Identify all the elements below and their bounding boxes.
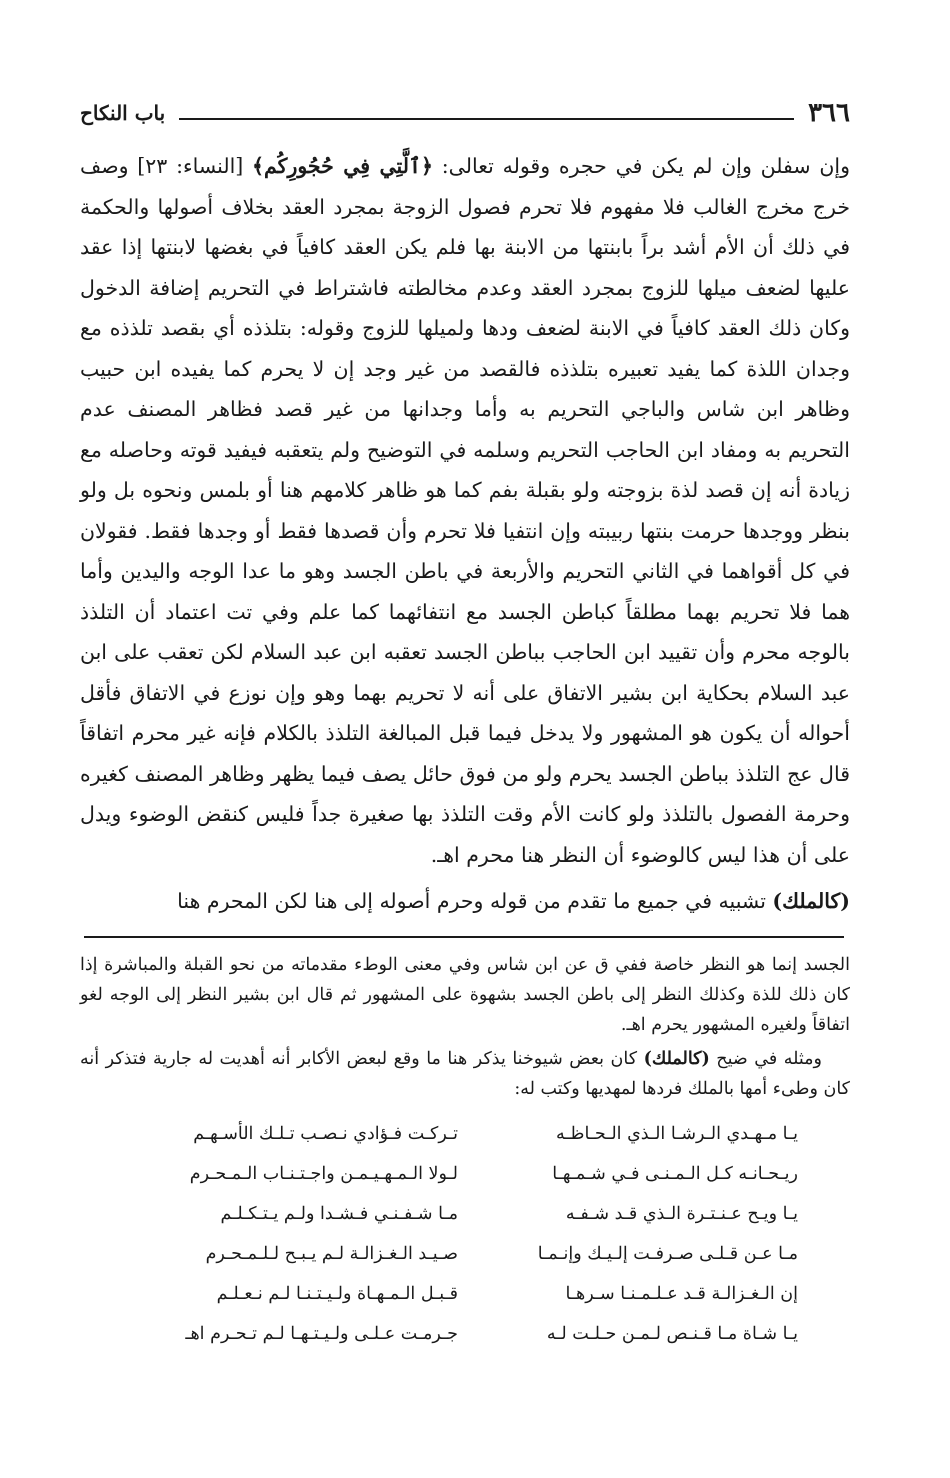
footnote-2-bold-term: (كالملك) — [643, 1048, 710, 1069]
poem-hemistich-first: يـا مـهـدي الـرشـا الـذي الـحـاظـه — [556, 1123, 798, 1144]
footnote-2-start: ومثله في ضيح — [709, 1048, 823, 1069]
footnote-paragraph-2 — [80, 1044, 850, 1104]
page — [80, 90, 850, 1354]
poem-hemistich-second: قـبـل الـمـهـاة ولـيـتـنـا لـم نـعـلـم — [216, 1283, 458, 1304]
quran-verse: ﴿ٱلَّتِي فِي حُجُورِكُم﴾ — [252, 154, 434, 178]
poem-hemistich-second: مـا شـفـنـي فـشـدا ولـم يـتـكـلـم — [220, 1203, 458, 1224]
footnote-paragraph-1: الجسد إنما هو النظر خاصة ففي ق عن ابن شاس وفي معنى الوطء مقدماته من نحو القبلة والمباشرة إذا كان ذلك للذة وكذلك النظر إلى باطن الجسد بشهوة على المشهور ثم قال ابن بشير النظر إلى الوجه لغو اتفاقاً ولغيره المشهور يحرم اهـ. — [80, 954, 850, 1035]
paragraph-2-bold-term: (كالملك) — [772, 889, 850, 913]
page-number: ٣٦٦ — [808, 98, 850, 128]
poem-hemistich-first: يـا شـاة مـا قـنـص لـمـن حـلـت لـه — [546, 1323, 798, 1344]
poem-hemistich-first: إن الـغـزالـة قـد عـلـمـنـا سـرهـا — [565, 1283, 798, 1304]
poem-verse — [80, 1274, 798, 1314]
poem-hemistich-second: تـركـت فـؤادي نـصـب تـلـك الأسـهـم — [193, 1123, 458, 1144]
main-paragraph-2 — [80, 881, 850, 922]
poem-hemistich-second: لـولا الـمـهـيـمـن واجـتـنـاب الـمـحـرم — [189, 1163, 458, 1184]
poem-hemistich-second: صـيـد الـغـزالـة لـم يـبـح لـلـمـحـرم — [205, 1243, 458, 1264]
page-header — [80, 90, 850, 128]
chapter-title: باب النكاح — [80, 101, 166, 125]
poem-verse — [80, 1154, 798, 1194]
poem-verse — [80, 1114, 798, 1154]
footnote-separator — [84, 936, 844, 938]
footnote-2-end: كان بعض شيوخنا يذكر هنا ما وقع لبعض الأكابر أنه أهديت له جارية فتذكر أنه كان وطىء أمها بالملك فردها لمهديها وكتب له: — [80, 1048, 850, 1099]
main-paragraph-1 — [80, 146, 850, 875]
poem-hemistich-first: يـا ويـح عـنـتـرة الـذي قـد شـفـه — [565, 1203, 798, 1224]
poem-hemistich-second: جـرمـت عـلـى ولـيـتـهـا لـم تـحـرم اهـ — [185, 1323, 458, 1344]
poem — [80, 1114, 850, 1354]
poem-verse — [80, 1194, 798, 1234]
poem-hemistich-first: مـا عـن قـلـى صـرفـت إلـيـك وإنـمـا — [537, 1243, 798, 1264]
poem-verse — [80, 1234, 798, 1274]
header-rule — [179, 118, 794, 120]
footnotes — [80, 950, 850, 1354]
paragraph-1-start: وإن سفلن وإن لم يكن في حجره وقوله تعالى: — [433, 154, 850, 178]
poem-hemistich-first: ريـحـانـه كـل الـمـنـى فـي شـمـهـا — [552, 1163, 798, 1184]
main-text — [80, 146, 850, 922]
paragraph-1-end: [النساء: ٢٣] وصف خرج مخرج الغالب فلا مفهوم فلا تحرم فصول الزوجة بمجرد العقد بخلاف أصولها والحكمة في ذلك أن الأم أشد براً بابنتها من الابنة بها فلم يكن العقد كافياً في بغضها لابنتها إذا عقد عليها لضعف ميلها للزوج بمجرد العقد وعدم مخالطته فاشتراط في التحريم إضافة الدخول وكان ذلك العقد كافياً في الابنة لضعف ودها ولميلها للزوج وقوله: بتلذذه أي بقصد تلذذه مع وجدان اللذة كما يفيد تعبيره بتلذذه فالقصد من غير وجد إن لا يحرم كما يفيده ابن حبيب وظاهر ابن شاس والباجي التحريم به وأما وجدانها من غير قصد فظاهر المصنف عدم التحريم به ومفاد ابن الحاجب التحريم وسلمه في التوضيح ولم يتعقبه فيفيد قوته وحاصله مع زيادة أنه إن قصد لذة بزوجته ولو بقبلة بفم كما هو ظاهر كلامهم هنا أو بلمس ونحوه بل ولو بنظر ووجدها حرمت بنتها ربيبته وإن انتفيا فلا تحرم وأن قصدها فقط أو وجدها فقط. فقولان في كل أقواهما في الثاني التحريم والأربعة في باطن الجسد وهو ما عدا الوجه واليدين وأما هما فلا تحريم بهما مطلقاً كباطن الجسد مع انتفائهما كما علم وفي تت اعتماد أن التلذذ بالوجه محرم وأن تقييد ابن الحاجب بباطن الجسد تعقبه ابن عبد السلام لكن تعقب على ابن عبد السلام بحكاية ابن بشير الاتفاق على أنه لا تحريم بهما وهو وإن نوزع في الاتفاق فأقل أحواله أن يكون هو المشهور ولا يدخل فيما قبل المبالغة التلذذ بالكلام فإنه غير محرم اتفاقاً قال عج التلذذ بباطن الجسد يحرم ولو من فوق حائل يصف فيما يظهر وظاهر المصنف كغيره وحرمة الفصول بالتلذذ ولو كانت الأم وقت التلذذ بها صغيرة جداً فليس كنقض الوضوء ويدل على أن هذا ليس كالوضوء أن النظر هنا محرم اهـ. — [80, 154, 850, 867]
paragraph-2-text: تشبيه في جميع ما تقدم من قوله وحرم أصوله إلى هنا لكن المحرم هنا — [177, 889, 773, 913]
poem-verse — [80, 1314, 798, 1354]
